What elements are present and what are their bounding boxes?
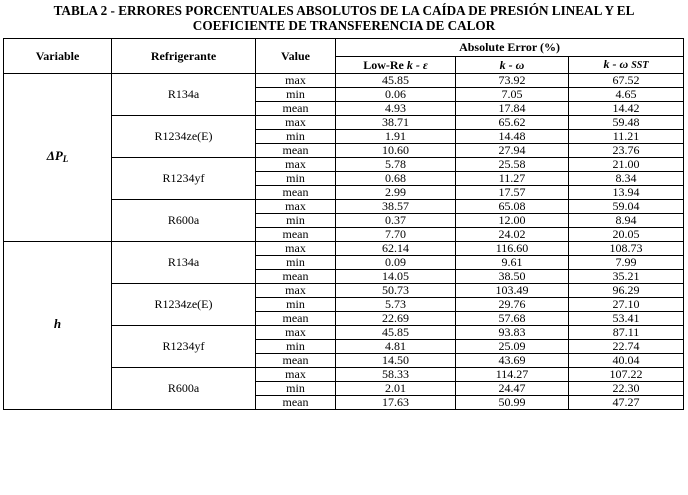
model3-name: k - ω xyxy=(603,57,629,71)
error-value-cell: 5.78 xyxy=(336,158,456,172)
error-value-cell: 4.81 xyxy=(336,340,456,354)
statistic-cell: mean xyxy=(256,102,336,116)
refrigerant-cell: R1234yf xyxy=(112,158,256,200)
statistic-cell: max xyxy=(256,284,336,298)
refrigerant-cell: R1234yf xyxy=(112,326,256,368)
error-value-cell: 65.62 xyxy=(456,116,569,130)
error-value-cell: 29.76 xyxy=(456,298,569,312)
statistic-cell: min xyxy=(256,88,336,102)
header-model-k-omega xyxy=(456,57,569,74)
error-value-cell: 14.48 xyxy=(456,130,569,144)
error-value-cell: 7.05 xyxy=(456,88,569,102)
error-value-cell: 27.10 xyxy=(569,298,684,312)
error-value-cell: 5.73 xyxy=(336,298,456,312)
error-value-cell: 14.05 xyxy=(336,270,456,284)
error-value-cell: 40.04 xyxy=(569,354,684,368)
error-value-cell: 4.65 xyxy=(569,88,684,102)
error-value-cell: 22.74 xyxy=(569,340,684,354)
error-value-cell: 57.68 xyxy=(456,312,569,326)
variable-subscript: L xyxy=(62,154,69,164)
error-value-cell: 62.14 xyxy=(336,242,456,256)
error-value-cell: 73.92 xyxy=(456,74,569,88)
error-value-cell: 38.57 xyxy=(336,200,456,214)
error-value-cell: 45.85 xyxy=(336,326,456,340)
statistic-cell: mean xyxy=(256,186,336,200)
error-value-cell: 0.37 xyxy=(336,214,456,228)
variable-symbol: h xyxy=(53,316,62,331)
statistic-cell: mean xyxy=(256,270,336,284)
error-value-cell: 2.01 xyxy=(336,382,456,396)
statistic-cell: min xyxy=(256,340,336,354)
statistic-cell: mean xyxy=(256,396,336,410)
error-value-cell: 45.85 xyxy=(336,74,456,88)
error-value-cell: 17.57 xyxy=(456,186,569,200)
error-value-cell: 116.60 xyxy=(456,242,569,256)
statistic-cell: mean xyxy=(256,354,336,368)
statistic-cell: min xyxy=(256,382,336,396)
error-value-cell: 67.52 xyxy=(569,74,684,88)
error-value-cell: 50.99 xyxy=(456,396,569,410)
error-value-cell: 9.61 xyxy=(456,256,569,270)
error-value-cell: 21.00 xyxy=(569,158,684,172)
error-value-cell: 59.48 xyxy=(569,116,684,130)
error-value-cell: 4.93 xyxy=(336,102,456,116)
table-title xyxy=(0,3,688,33)
statistic-cell: max xyxy=(256,116,336,130)
statistic-cell: mean xyxy=(256,228,336,242)
statistic-cell: max xyxy=(256,326,336,340)
error-value-cell: 22.69 xyxy=(336,312,456,326)
error-value-cell: 43.69 xyxy=(456,354,569,368)
statistic-cell: max xyxy=(256,74,336,88)
title-line-2: COEFICIENTE DE TRANSFERENCIA DE CALOR xyxy=(192,18,496,33)
error-value-cell: 50.73 xyxy=(336,284,456,298)
error-value-cell: 35.21 xyxy=(569,270,684,284)
error-value-cell: 27.94 xyxy=(456,144,569,158)
statistic-cell: max xyxy=(256,242,336,256)
header-model-k-omega-sst xyxy=(569,57,684,74)
statistic-cell: max xyxy=(256,200,336,214)
header-absolute-error: Absolute Error (%) xyxy=(336,39,684,57)
error-value-cell: 20.05 xyxy=(569,228,684,242)
error-value-cell: 1.91 xyxy=(336,130,456,144)
variable-cell xyxy=(4,74,112,242)
refrigerant-cell: R600a xyxy=(112,200,256,242)
error-value-cell: 87.11 xyxy=(569,326,684,340)
error-value-cell: 53.41 xyxy=(569,312,684,326)
error-value-cell: 108.73 xyxy=(569,242,684,256)
variable-symbol: ΔP xyxy=(46,148,63,163)
error-value-cell: 23.76 xyxy=(569,144,684,158)
statistic-cell: min xyxy=(256,172,336,186)
header-value: Value xyxy=(256,39,336,74)
statistic-cell: max xyxy=(256,368,336,382)
statistic-cell: min xyxy=(256,214,336,228)
error-value-cell: 58.33 xyxy=(336,368,456,382)
error-value-cell: 10.60 xyxy=(336,144,456,158)
error-value-cell: 8.34 xyxy=(569,172,684,186)
model2-name: k - ω xyxy=(499,57,525,72)
error-value-cell: 14.50 xyxy=(336,354,456,368)
error-value-cell: 25.09 xyxy=(456,340,569,354)
error-value-cell: 93.83 xyxy=(456,326,569,340)
statistic-cell: max xyxy=(256,158,336,172)
model1-name: k - ε xyxy=(406,57,428,72)
error-value-cell: 2.99 xyxy=(336,186,456,200)
statistic-cell: min xyxy=(256,256,336,270)
error-value-cell: 0.68 xyxy=(336,172,456,186)
error-value-cell: 11.21 xyxy=(569,130,684,144)
header-refrigerant: Refrigerante xyxy=(112,39,256,74)
refrigerant-cell: R600a xyxy=(112,368,256,410)
error-value-cell: 107.22 xyxy=(569,368,684,382)
variable-cell xyxy=(4,242,112,410)
error-value-cell: 24.47 xyxy=(456,382,569,396)
error-value-cell: 47.27 xyxy=(569,396,684,410)
error-value-cell: 24.02 xyxy=(456,228,569,242)
error-value-cell: 38.50 xyxy=(456,270,569,284)
refrigerant-cell: R1234ze(E) xyxy=(112,284,256,326)
error-value-cell: 14.42 xyxy=(569,102,684,116)
model3-suffix: SST xyxy=(631,60,649,71)
error-value-cell: 38.71 xyxy=(336,116,456,130)
statistic-cell: mean xyxy=(256,312,336,326)
error-value-cell: 11.27 xyxy=(456,172,569,186)
table-row xyxy=(4,74,684,88)
error-value-cell: 59.04 xyxy=(569,200,684,214)
absolute-error-table xyxy=(3,38,684,410)
statistic-cell: min xyxy=(256,130,336,144)
model1-prefix: Low-Re xyxy=(363,57,407,72)
error-value-cell: 12.00 xyxy=(456,214,569,228)
error-value-cell: 114.27 xyxy=(456,368,569,382)
error-value-cell: 0.06 xyxy=(336,88,456,102)
error-value-cell: 65.08 xyxy=(456,200,569,214)
error-value-cell: 22.30 xyxy=(569,382,684,396)
refrigerant-cell: R1234ze(E) xyxy=(112,116,256,158)
error-value-cell: 7.99 xyxy=(569,256,684,270)
error-value-cell: 96.29 xyxy=(569,284,684,298)
title-line-1: TABLA 2 - ERRORES PORCENTUALES ABSOLUTOS DE LA CAÍDA DE PRESIÓN LINEAL Y EL xyxy=(53,3,635,18)
table-row xyxy=(4,242,684,256)
statistic-cell: min xyxy=(256,298,336,312)
statistic-cell: mean xyxy=(256,144,336,158)
error-value-cell: 17.84 xyxy=(456,102,569,116)
error-value-cell: 8.94 xyxy=(569,214,684,228)
error-value-cell: 0.09 xyxy=(336,256,456,270)
refrigerant-cell: R134a xyxy=(112,242,256,284)
header-model-low-re-k-epsilon xyxy=(336,57,456,74)
error-value-cell: 17.63 xyxy=(336,396,456,410)
header-variable: Variable xyxy=(4,39,112,74)
error-value-cell: 25.58 xyxy=(456,158,569,172)
error-value-cell: 7.70 xyxy=(336,228,456,242)
error-value-cell: 13.94 xyxy=(569,186,684,200)
refrigerant-cell: R134a xyxy=(112,74,256,116)
error-value-cell: 103.49 xyxy=(456,284,569,298)
